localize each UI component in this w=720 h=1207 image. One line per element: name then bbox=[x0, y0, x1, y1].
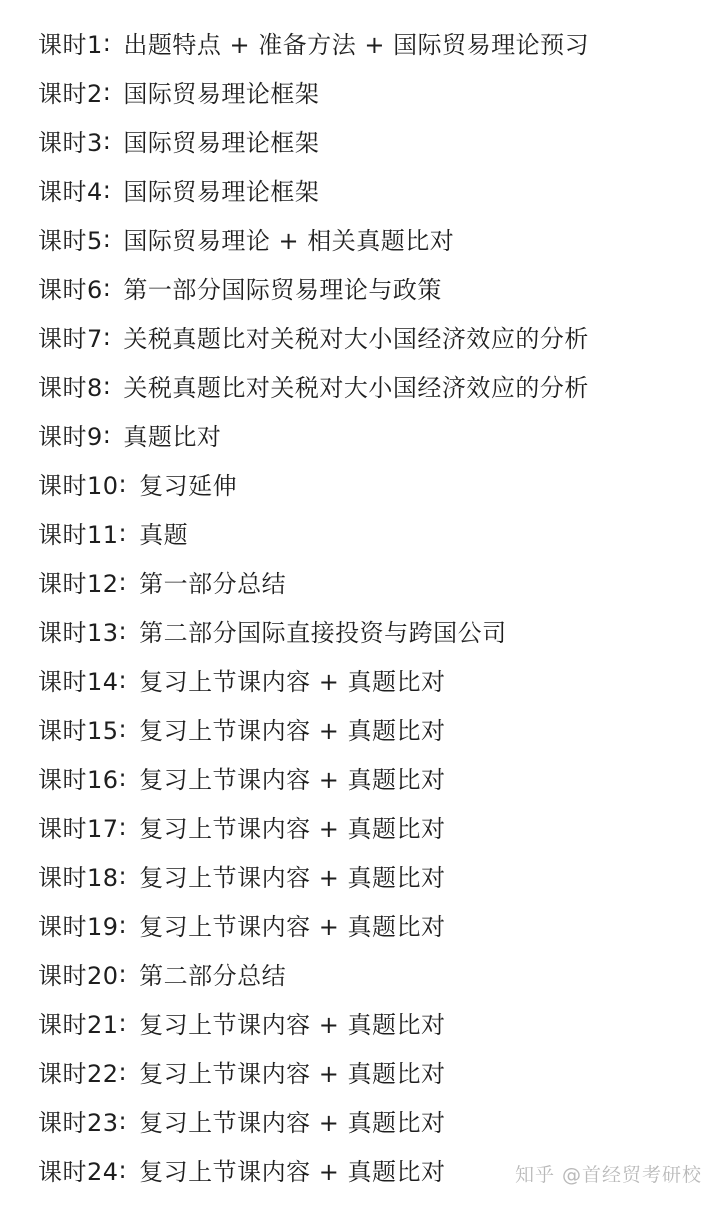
lesson-label: 课时23 bbox=[38, 1109, 119, 1137]
zhihu-watermark: 知乎 @首经贸考研校 bbox=[514, 1164, 702, 1186]
lesson-separator: : bbox=[118, 469, 128, 498]
lesson-separator: : bbox=[102, 126, 112, 155]
lesson-topic: 国际贸易理论框架 bbox=[123, 129, 320, 157]
lesson-separator: : bbox=[118, 714, 128, 743]
lesson-row-4 bbox=[38, 165, 698, 214]
lesson-row-19 bbox=[38, 900, 698, 949]
lesson-label: 课时19 bbox=[38, 913, 119, 941]
lesson-label: 课时1 bbox=[38, 31, 103, 59]
lesson-separator: : bbox=[102, 322, 112, 351]
lesson-label: 课时24 bbox=[38, 1158, 119, 1186]
lesson-label: 课时3 bbox=[38, 129, 103, 157]
lesson-label: 课时4 bbox=[38, 178, 103, 206]
lesson-separator: : bbox=[118, 1106, 128, 1135]
lesson-list bbox=[38, 18, 698, 1194]
lesson-label: 课时13 bbox=[38, 619, 119, 647]
lesson-separator: : bbox=[118, 1155, 128, 1184]
lesson-row-3 bbox=[38, 116, 698, 165]
lesson-label: 课时14 bbox=[38, 668, 119, 696]
lesson-row-17 bbox=[38, 802, 698, 851]
lesson-topic: 复习上节课内容 + 真题比对 bbox=[139, 815, 446, 843]
lesson-topic: 复习上节课内容 + 真题比对 bbox=[139, 1158, 446, 1186]
lesson-row-5 bbox=[38, 214, 698, 263]
lesson-separator: : bbox=[118, 567, 128, 596]
lesson-topic: 复习上节课内容 + 真题比对 bbox=[139, 1060, 446, 1088]
lesson-row-6 bbox=[38, 263, 698, 312]
lesson-label: 课时6 bbox=[38, 276, 103, 304]
lesson-label: 课时15 bbox=[38, 717, 119, 745]
lesson-separator: : bbox=[118, 518, 128, 547]
lesson-separator: : bbox=[118, 959, 128, 988]
lesson-label: 课时8 bbox=[38, 374, 103, 402]
lesson-row-23 bbox=[38, 1096, 698, 1145]
lesson-topic: 复习上节课内容 + 真题比对 bbox=[139, 913, 446, 941]
lesson-row-10 bbox=[38, 459, 698, 508]
lesson-row-18 bbox=[38, 851, 698, 900]
lesson-topic: 第二部分国际直接投资与跨国公司 bbox=[139, 619, 507, 647]
lesson-label: 课时17 bbox=[38, 815, 119, 843]
lesson-separator: : bbox=[118, 616, 128, 645]
lesson-label: 课时9 bbox=[38, 423, 103, 451]
lesson-separator: : bbox=[118, 1057, 128, 1086]
lesson-label: 课时5 bbox=[38, 227, 103, 255]
lesson-row-16 bbox=[38, 753, 698, 802]
lesson-label: 课时22 bbox=[38, 1060, 119, 1088]
lesson-separator: : bbox=[118, 910, 128, 939]
lesson-row-20 bbox=[38, 949, 698, 998]
lesson-topic: 复习上节课内容 + 真题比对 bbox=[139, 766, 446, 794]
lesson-label: 课时10 bbox=[38, 472, 119, 500]
lesson-row-2 bbox=[38, 67, 698, 116]
lesson-topic: 真题比对 bbox=[123, 423, 222, 451]
lesson-row-11 bbox=[38, 508, 698, 557]
lesson-topic: 第一部分总结 bbox=[139, 570, 287, 598]
lesson-label: 课时12 bbox=[38, 570, 119, 598]
lesson-label: 课时16 bbox=[38, 766, 119, 794]
lesson-topic: 复习上节课内容 + 真题比对 bbox=[139, 1011, 446, 1039]
lesson-separator: : bbox=[102, 273, 112, 302]
lesson-separator: : bbox=[118, 812, 128, 841]
lesson-separator: : bbox=[102, 77, 112, 106]
lesson-separator: : bbox=[118, 861, 128, 890]
lesson-topic: 真题 bbox=[139, 521, 189, 549]
lesson-topic: 国际贸易理论框架 bbox=[123, 80, 320, 108]
lesson-topic: 出题特点 + 准备方法 + 国际贸易理论预习 bbox=[123, 31, 590, 59]
lesson-topic: 复习上节课内容 + 真题比对 bbox=[139, 668, 446, 696]
lesson-separator: : bbox=[102, 420, 112, 449]
lesson-separator: : bbox=[118, 1008, 128, 1037]
lesson-topic: 复习上节课内容 + 真题比对 bbox=[139, 1109, 446, 1137]
lesson-separator: : bbox=[102, 175, 112, 204]
lesson-row-15 bbox=[38, 704, 698, 753]
lesson-row-1 bbox=[38, 18, 698, 67]
lesson-row-14 bbox=[38, 655, 698, 704]
lesson-separator: : bbox=[118, 665, 128, 694]
lesson-topic: 第二部分总结 bbox=[139, 962, 287, 990]
lesson-topic: 第一部分国际贸易理论与政策 bbox=[123, 276, 442, 304]
lesson-separator: : bbox=[102, 371, 112, 400]
lesson-topic: 国际贸易理论框架 bbox=[123, 178, 320, 206]
lesson-row-8 bbox=[38, 361, 698, 410]
lesson-label: 课时21 bbox=[38, 1011, 119, 1039]
lesson-separator: : bbox=[118, 763, 128, 792]
lesson-row-13 bbox=[38, 606, 698, 655]
lesson-separator: : bbox=[102, 28, 112, 57]
lesson-row-12 bbox=[38, 557, 698, 606]
lesson-row-9 bbox=[38, 410, 698, 459]
lesson-topic: 国际贸易理论 + 相关真题比对 bbox=[123, 227, 455, 255]
lesson-topic: 关税真题比对关税对大小国经济效应的分析 bbox=[123, 374, 589, 402]
lesson-topic: 关税真题比对关税对大小国经济效应的分析 bbox=[123, 325, 589, 353]
lesson-topic: 复习上节课内容 + 真题比对 bbox=[139, 717, 446, 745]
lesson-row-7 bbox=[38, 312, 698, 361]
lesson-row-21 bbox=[38, 998, 698, 1047]
lesson-topic: 复习上节课内容 + 真题比对 bbox=[139, 864, 446, 892]
lesson-label: 课时11 bbox=[38, 521, 119, 549]
lesson-label: 课时2 bbox=[38, 80, 103, 108]
lesson-separator: : bbox=[102, 224, 112, 253]
lesson-label: 课时18 bbox=[38, 864, 119, 892]
lesson-label: 课时7 bbox=[38, 325, 103, 353]
lesson-topic: 复习延伸 bbox=[139, 472, 238, 500]
lesson-row-22 bbox=[38, 1047, 698, 1096]
lesson-label: 课时20 bbox=[38, 962, 119, 990]
